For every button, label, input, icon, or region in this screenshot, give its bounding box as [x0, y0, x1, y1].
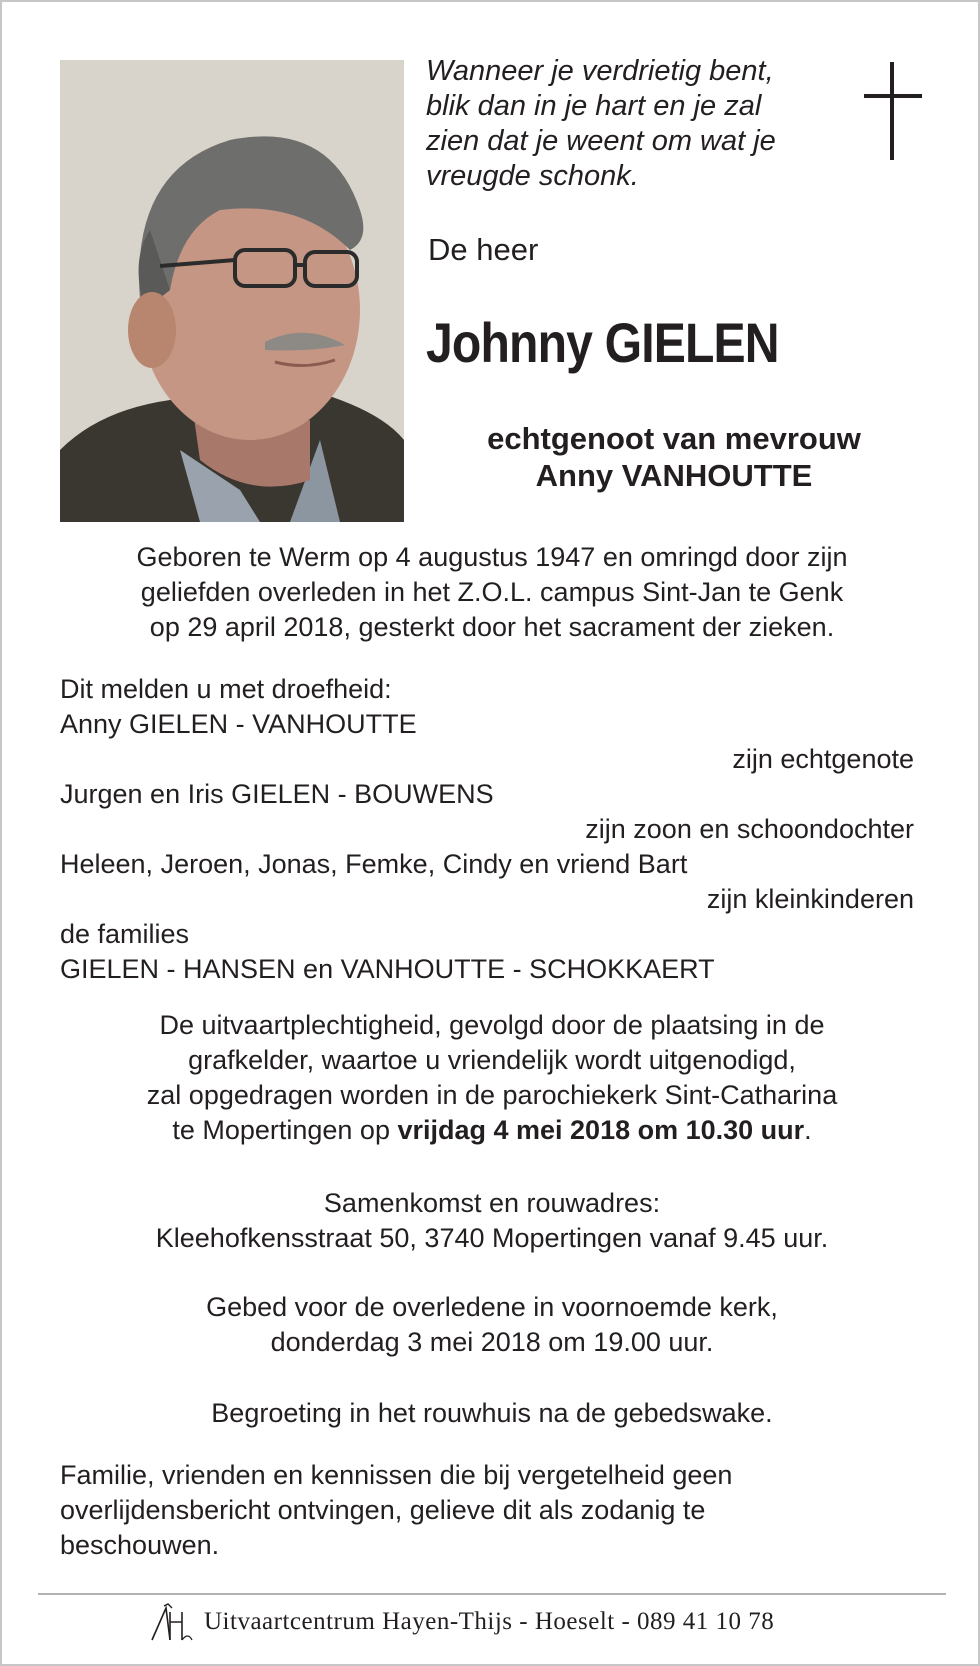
ceremony-line: grafkelder, waartoe u vriendelijk wordt uitgenodigd, — [188, 1045, 796, 1075]
poem — [426, 54, 826, 194]
families-label: de families — [60, 919, 190, 949]
closing-line: overlijdensbericht ontvingen, gelieve dit als zodanig te — [60, 1495, 706, 1525]
birth-line: op 29 april 2018, gesterkt door het sacrament der zieken. — [149, 612, 835, 642]
ceremony-period: . — [804, 1115, 812, 1145]
ceremony-place: te Mopertingen op — [172, 1115, 398, 1145]
ceremony-line: De uitvaartplechtigheid, gevolgd door de plaatsing in de — [159, 1010, 825, 1040]
gathering-info — [42, 1186, 942, 1256]
gathering-address: Kleehofkensstraat 50, 3740 Mopertingen vanaf 9.45 uur. — [155, 1223, 829, 1253]
ceremony-line: zal opgedragen worden in de parochiekerk Sint-Catharina — [146, 1080, 838, 1110]
greeting-info: Begroeting in het rouwhuis na de gebedswake. — [211, 1398, 773, 1428]
portrait-photo — [60, 60, 404, 522]
birth-line: geliefden overleden in het Z.O.L. campus Sint-Jan te Genk — [140, 577, 844, 607]
prayer-line: donderdag 3 mei 2018 om 19.00 uur. — [270, 1327, 714, 1357]
family-member: Anny GIELEN - VANHOUTTE — [60, 709, 417, 739]
family-member: Jurgen en Iris GIELEN - BOUWENS — [60, 779, 494, 809]
prayer-info — [42, 1290, 942, 1360]
spouse-info — [426, 420, 922, 494]
family-relation: zijn echtgenote — [732, 744, 914, 774]
family-intro: Dit melden u met droefheid: — [60, 674, 392, 704]
family-relation: zijn zoon en schoondochter — [585, 814, 914, 844]
spouse-name: Anny VANHOUTTE — [535, 458, 813, 493]
salutation: De heer — [428, 232, 539, 267]
closing-note — [60, 1458, 860, 1563]
poem-line: vreugde schonk. — [426, 160, 639, 192]
ceremony-line — [42, 1113, 942, 1148]
footer-divider — [38, 1593, 946, 1595]
poem-line: zien dat je weent om wat je — [426, 125, 776, 157]
gathering-label: Samenkomst en rouwadres: — [323, 1188, 661, 1218]
birth-death-info — [42, 540, 942, 645]
ceremony-info — [42, 1008, 942, 1148]
poem-line: blik dan in je hart en je zal — [426, 90, 762, 122]
closing-line: beschouwen. — [60, 1530, 220, 1560]
funeral-home-footer — [148, 1600, 774, 1644]
footer-text: Uitvaartcentrum Hayen-Thijs - Hoeselt - 089 41 10 78 — [204, 1608, 775, 1635]
family-list — [60, 672, 922, 987]
family-relation: zijn kleinkinderen — [706, 884, 914, 914]
families-names: GIELEN - HANSEN en VANHOUTTE - SCHOKKAERT — [60, 954, 715, 984]
hayen-thijs-logo-icon — [148, 1602, 196, 1642]
ceremony-datetime: vrijdag 4 mei 2018 om 10.30 uur — [397, 1115, 805, 1145]
deceased-name: Johnny GIELEN — [426, 311, 779, 374]
family-member: Heleen, Jeroen, Jonas, Femke, Cindy en vriend Bart — [60, 849, 688, 879]
birth-line: Geboren te Werm op 4 augustus 1947 en omringd door zijn — [136, 542, 848, 572]
prayer-line: Gebed voor de overledene in voornoemde kerk, — [206, 1292, 778, 1322]
poem-line: Wanneer je verdrietig bent, — [426, 55, 774, 87]
closing-line: Familie, vrienden en kennissen die bij vergetelheid geen — [60, 1460, 733, 1490]
portrait-illustration — [60, 60, 404, 522]
spouse-line: echtgenoot van mevrouw — [487, 421, 861, 456]
cross-icon — [864, 62, 922, 162]
